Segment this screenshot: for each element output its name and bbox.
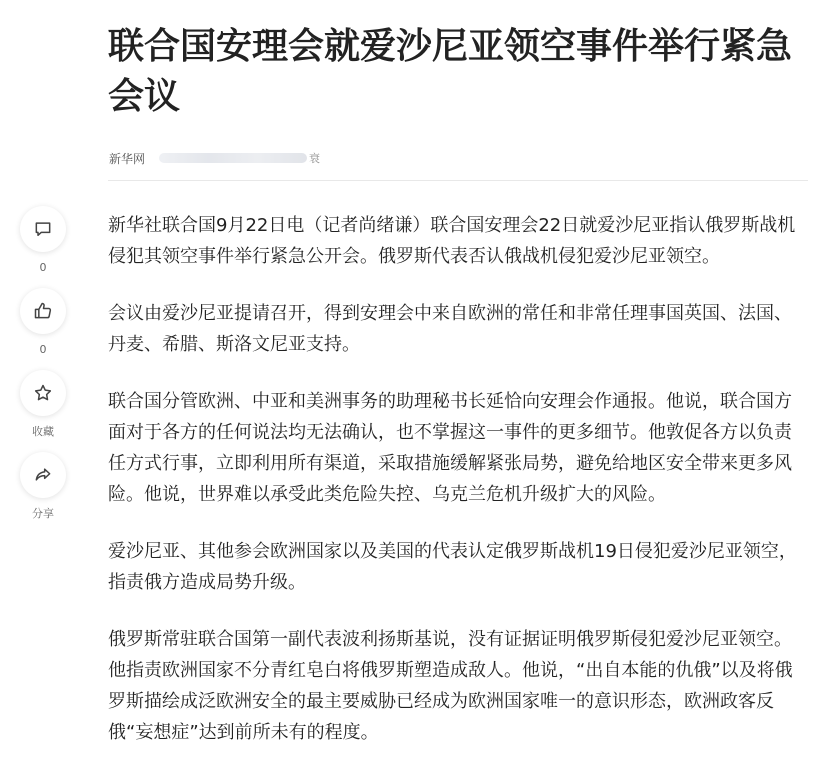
comment-icon bbox=[20, 206, 66, 252]
meta-tail-text: 衰 bbox=[309, 152, 321, 165]
like-count: 0 bbox=[39, 343, 47, 356]
favorite-button[interactable] bbox=[18, 370, 68, 452]
article-body bbox=[108, 210, 808, 773]
source-name[interactable]: 新华网 bbox=[109, 151, 146, 166]
paragraph: 俄罗斯常驻联合国第一副代表波利扬斯基说，没有证据证明俄罗斯侵犯爱沙尼亚领空。他指责欧洲国家不分青红皂白将俄罗斯塑造成敌人。他说，“出自本能的仇俄”以及将俄罗斯描绘成泛欧洲安全的最主要威胁已经成为欧洲国家唯一的意识形态，欧洲政客反俄“妄想症”达到前所未有的程度。 bbox=[108, 629, 793, 743]
like-button[interactable] bbox=[18, 288, 68, 370]
share-icon bbox=[20, 452, 66, 498]
favorite-label: 收藏 bbox=[32, 425, 54, 438]
thumbs-up-icon bbox=[20, 288, 66, 334]
share-label: 分享 bbox=[32, 507, 54, 520]
star-icon bbox=[20, 370, 66, 416]
blurred-author-info bbox=[159, 153, 307, 163]
header-divider bbox=[108, 180, 808, 181]
paragraph: 会议由爱沙尼亚提请召开，得到安理会中来自欧洲的常任和非常任理事国英国、法国、丹麦、希腊、斯洛文尼亚支持。 bbox=[108, 303, 792, 355]
paragraph: 新华社联合国9月22日电（记者尚绪谦）联合国安理会22日就爱沙尼亚指认俄罗斯战机侵犯其领空事件举行紧急公开会。俄罗斯代表否认俄战机侵犯爱沙尼亚领空。 bbox=[108, 215, 796, 267]
comment-button[interactable] bbox=[18, 206, 68, 288]
comment-count: 0 bbox=[39, 261, 47, 274]
share-button[interactable] bbox=[18, 452, 68, 534]
paragraph: 爱沙尼亚、其他参会欧洲国家以及美国的代表认定俄罗斯战机19日侵犯爱沙尼亚领空，指责俄方造成局势升级。 bbox=[108, 541, 797, 593]
paragraph: 联合国分管欧洲、中亚和美洲事务的助理秘书长延恰向安理会作通报。他说，联合国方面对于各方的任何说法均无法确认，也不掌握这一事件的更多细节。他敦促各方以负责任方式行事，立即利用所有渠道，采取措施缓解紧张局势，避免给地区安全带来更多风险。他说，世界难以承受此类危险失控、乌克兰危机升级扩大的风险。 bbox=[108, 391, 792, 505]
article-title: 联合国安理会就爱沙尼亚领空事件举行紧急会议 bbox=[108, 26, 793, 117]
article-meta bbox=[109, 148, 320, 168]
action-sidebar bbox=[18, 206, 68, 534]
